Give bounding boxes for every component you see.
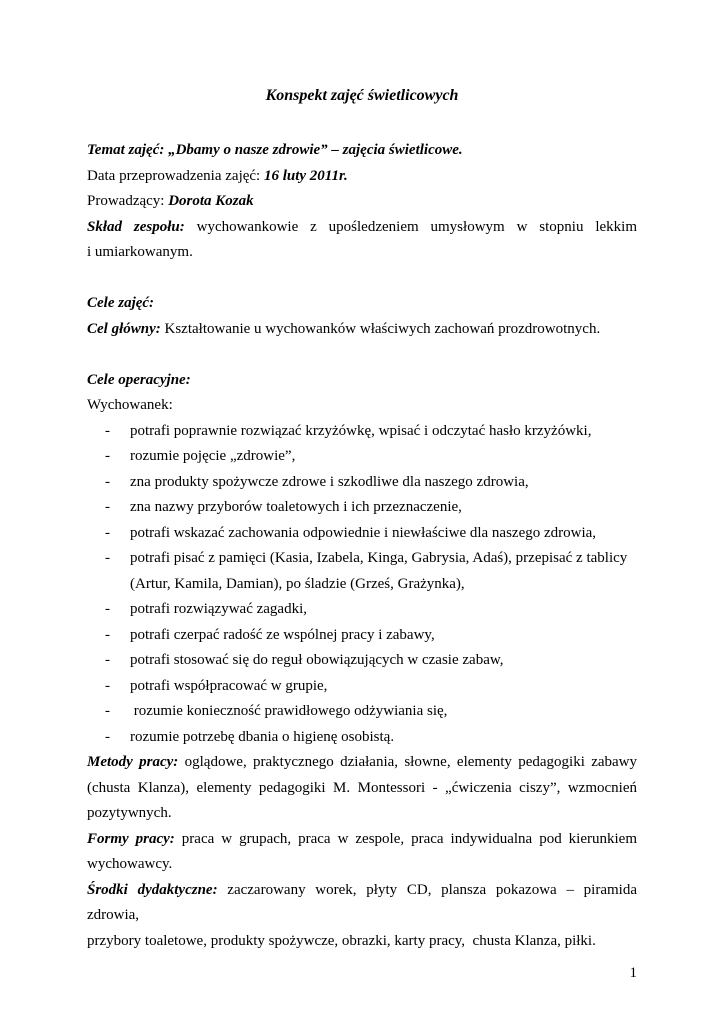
group-text: wychowankowie z upośledzeniem umysłowym w stopniu lekkim (184, 218, 637, 235)
goals-heading: Cele zajęć: (87, 295, 155, 311)
list-item (87, 674, 637, 700)
list-item-text: potrafi stosować się do reguł obowiązujących w czasie zabaw, (130, 652, 504, 668)
list-item-text: rozumie pojęcie „zdrowie”, (130, 448, 296, 464)
list-item-text: potrafi wskazać zachowania odpowiednie i niewłaściwe dla naszego zdrowia, (130, 524, 597, 541)
spacer (87, 266, 637, 292)
operational-goals-heading: Cele operacyjne: (87, 371, 191, 388)
methods-line-3: pozytywnych. (87, 805, 172, 821)
dash-bullet: - (105, 677, 110, 694)
operational-goals-intro: Wychowanek: (87, 397, 173, 413)
list-item (87, 725, 637, 751)
dash-bullet: - (105, 499, 110, 515)
main-goal-label: Cel główny: (87, 320, 161, 337)
materials-line-1 (87, 878, 637, 929)
methods-line-1 (87, 750, 637, 776)
main-goal-text: Kształtowanie u wychowanków właściwych zachowań prozdrowotnych. (160, 320, 601, 337)
list-item-text: zna produkty spożywcze zdrowe i szkodliwe dla naszego zdrowia, (130, 473, 529, 490)
list-item-text-continued: (Artur, Kamila, Damian), po śladzie (Grześ, Grażynka), (130, 575, 465, 592)
date-value: 16 luty 2011r. (263, 167, 348, 184)
list-item-text: potrafi czerpać radość ze wspólnej pracy i zabawy, (130, 626, 435, 643)
page-number: 1 (629, 965, 637, 981)
dash-bullet: - (105, 728, 110, 745)
list-item-text: rozumie potrzebę dbania o higienę osobistą. (130, 728, 395, 745)
forms-line-2: wychowawcy. (87, 856, 173, 872)
teacher-name: Dorota Kozak (168, 193, 254, 209)
operational-goals-list (87, 419, 637, 751)
main-goal-line (87, 317, 637, 343)
methods-line-2: (chusta Klanza), elementy pedagogiki M. Montessori - „ćwiczenia ciszy”, wzmocnień (87, 779, 637, 796)
list-item (87, 521, 637, 547)
teacher-line (87, 189, 637, 215)
dash-bullet: - (105, 601, 110, 617)
group-line-1 (87, 215, 637, 241)
dash-bullet: - (105, 626, 110, 643)
document-title: Konspekt zajęć świetlicowych (265, 87, 459, 104)
topic-line: Temat zajęć: „Dbamy o nasze zdrowie” – zajęcia świetlicowe. (87, 142, 463, 158)
document-body (87, 138, 637, 954)
materials-label: Środki dydaktyczne: (87, 881, 218, 898)
list-item-text: potrafi współpracować w grupie, (130, 677, 328, 694)
list-item-text: potrafi poprawnie rozwiązać krzyżówkę, wpisać i odczytać hasło krzyżówki, (130, 422, 592, 439)
list-item (87, 419, 637, 445)
forms-text: praca w grupach, praca w zespole, praca indywidualna pod kierunkiem (174, 830, 637, 847)
list-item-text: potrafi pisać z pamięci (Kasia, Izabela, Kinga, Gabrysia, Adaś), przepisać z tablicy (130, 550, 628, 566)
forms-label: Formy pracy: (87, 830, 175, 847)
teacher-label: Prowadzący: (87, 193, 169, 209)
list-item (87, 699, 637, 725)
dash-bullet: - (105, 422, 110, 439)
dash-bullet: - (105, 550, 110, 566)
materials-line-2: przybory toaletowe, produkty spożywcze, obrazki, karty pracy, chusta Klanza, piłki. (87, 932, 596, 949)
list-item (87, 470, 637, 496)
date-line (87, 164, 637, 190)
list-item (87, 623, 637, 649)
spacer (87, 342, 637, 368)
materials-text: zaczarowany worek, płyty CD, plansza pokazowa – piramida zdrowia, (87, 881, 637, 923)
group-line-2: i umiarkowanym. (87, 244, 193, 260)
list-item-text: zna nazwy przyborów toaletowych i ich przeznaczenie, (130, 499, 462, 515)
dash-bullet: - (105, 703, 110, 719)
methods-label: Metody pracy: (87, 754, 179, 770)
dash-bullet: - (105, 524, 110, 541)
methods-text: oglądowe, praktycznego działania, słowne, elementy pedagogiki zabawy (178, 754, 637, 770)
list-item (87, 444, 637, 470)
list-item (87, 546, 637, 597)
forms-line-1 (87, 827, 637, 853)
list-item (87, 495, 637, 521)
list-item (87, 597, 637, 623)
list-item (87, 648, 637, 674)
date-label: Data przeprowadzenia zajęć: (87, 167, 264, 184)
dash-bullet: - (105, 652, 110, 668)
list-item-text: potrafi rozwiązywać zagadki, (130, 601, 307, 617)
dash-bullet: - (105, 473, 110, 490)
dash-bullet: - (105, 448, 110, 464)
group-label: Skład zespołu: (87, 218, 185, 235)
list-item-text: rozumie konieczność prawidłowego odżywiania się, (130, 703, 448, 719)
